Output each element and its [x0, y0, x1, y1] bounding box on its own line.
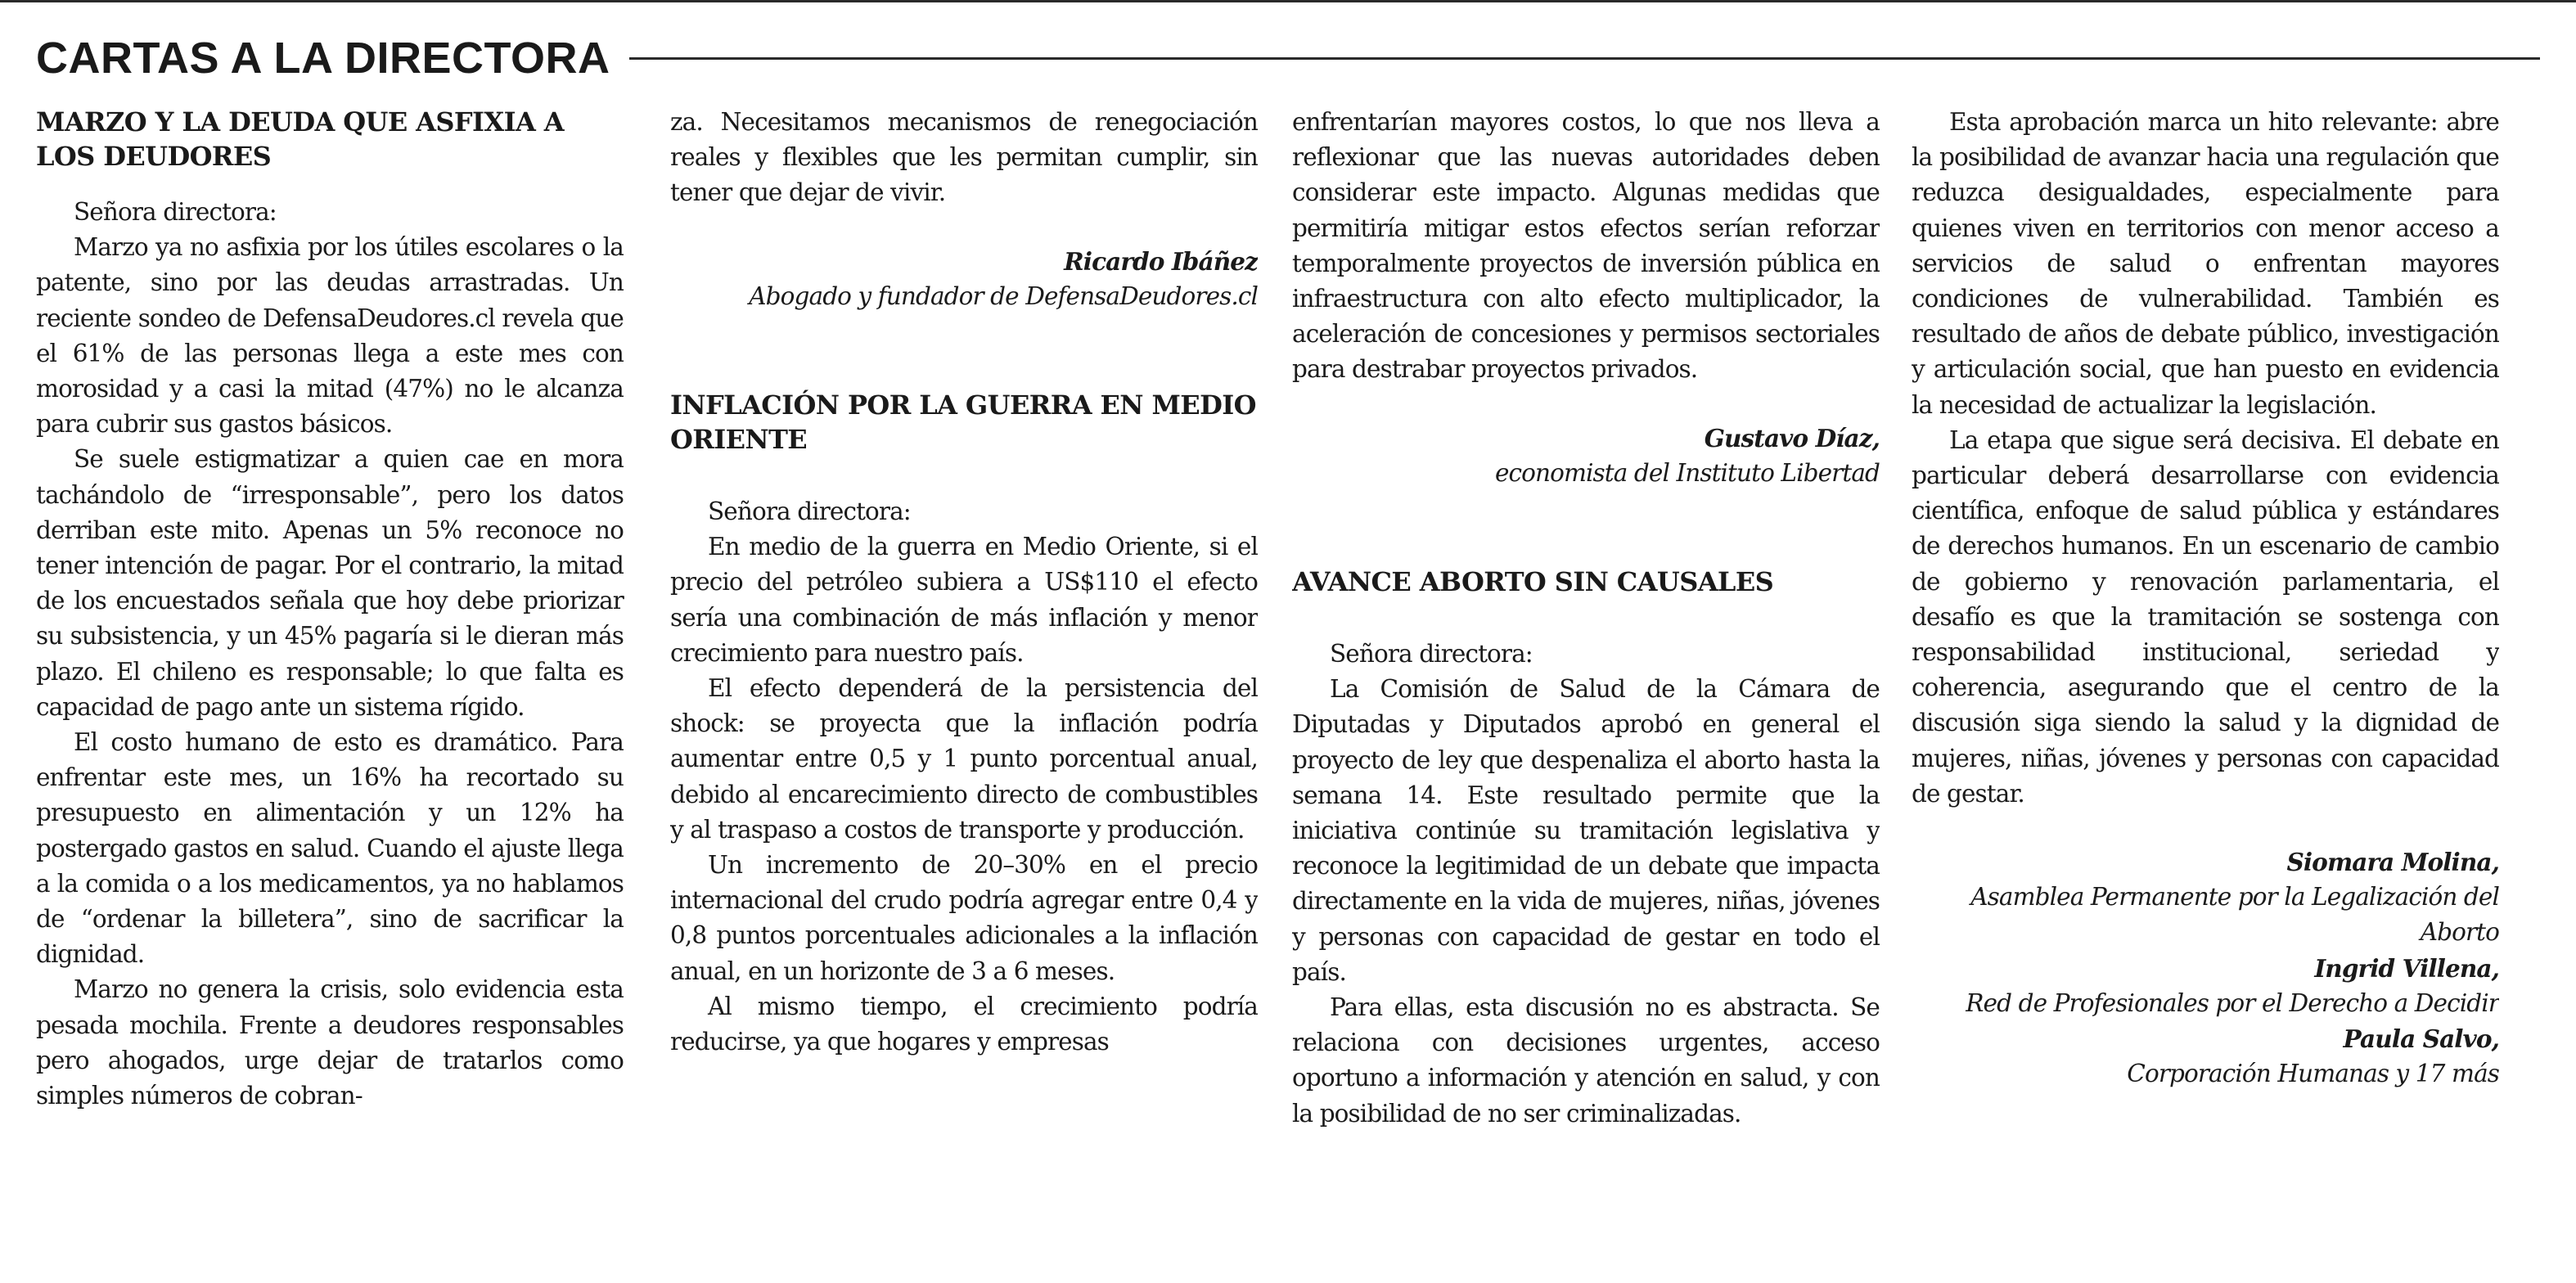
signature-role: economista del Instituto Libertad [1494, 458, 1880, 487]
letter-paragraph: El efecto dependerá de la persistencia del shock: se proyecta que la inflación podría aumentar entre 0,5 y 1 punto porcentual anual, debido al encarecimiento directo de combustibles y al traspaso a costos de transporte y producción. [670, 674, 1258, 844]
letter-signature [1292, 421, 1880, 491]
letter-paragraph: En medio de la guerra en Medio Oriente, si el precio del petróleo subiera a US$110 el efecto sería una combinación de más inflación y menor crecimiento para nuestro país. [670, 533, 1258, 667]
section-title: CARTAS A LA DIRECTORA [36, 34, 610, 83]
letter-paragraph: La Comisión de Salud de la Cámara de Diputadas y Diputados aprobó en general el proyecto de ley que despenaliza el aborto hasta la semana 14. Este resultado permite que la iniciativa continúe su tramitación legislativa y reconoce la legitimidad de un debate que impacta directamente en la vida de mujeres, niñas, jóvenes y personas con capacidad de gestar en todo el país. [1292, 675, 1880, 986]
column-1 [36, 105, 624, 1114]
column-3-content [1292, 105, 1880, 1132]
section-rule [629, 57, 2540, 60]
letter-paragraph-continued: za. Necesitamos mecanismos de renegociación reales y flexibles que les permitan cumplir, sin tener que dejar de vivir. [670, 108, 1258, 207]
signature-role: Asamblea Permanente por la Legalización del Aborto [1970, 883, 2499, 947]
letter-paragraph: Marzo ya no asfixia por los útiles escolares o la patente, sino por las deudas arrastradas. Un reciente sondeo de DefensaDeudores.cl revela que el 61% de las personas llega a este mes con morosidad y a casi la mitad (47%) no le alcanza para cubrir sus gastos básicos. [36, 233, 624, 439]
letter-paragraph: La etapa que sigue será decisiva. El debate en particular deberá desarrollarse con evidencia científica, enfoque de salud pública y estándares de derechos humanos. En un escenario de cambio de gobierno y renovación parlamentaria, el desafío es que la tramitación se sostenga con responsabilidad institucional, seriedad y coherencia, asegurando que el centro de la discusión siga siendo la salud y la dignidad de mujeres, niñas, jóvenes y personas con capacidad de gestar. [1912, 425, 2499, 808]
letter-title: MARZO Y LA DEUDA QUE ASFIXIA A LOS DEUDORES [36, 106, 564, 172]
letter-paragraph: Esta aprobación marca un hito relevante: abre la posibilidad de avanzar hacia una regulación que reduzca desigualdades, especialmente para quienes viven en territorios con menor acceso a servicios de salud o enfrentan mayores condiciones de vulnerabilidad. También es resultado de años de debate público, investigación y articulación social, que han puesto en evidencia la necesidad de actualizar la legislación. [1912, 108, 2499, 419]
letter-paragraph: Se suele estigmatizar a quien cae en mora tachándolo de “irresponsable”, pero los datos derriban este mito. Apenas un 5% reconoce no tener intención de pagar. Por el contrario, la mitad de los encuestados señala que hoy debe priorizar su subsistencia, y un 45% pagaría si le dieran más plazo. El chileno es responsable; lo que falta es capacidad de pago ante un sistema rígido. [36, 445, 624, 721]
letter-title: AVANCE ABORTO SIN CAUSALES [1292, 566, 1774, 598]
section-header [36, 29, 2540, 87]
signature-name: Siomara Molina, [2286, 848, 2499, 877]
signature-role: Abogado y fundador de DefensaDeudores.cl [749, 281, 1258, 310]
signature-name: Paula Salvo, [2343, 1024, 2499, 1054]
letter-salutation: Señora directora: [708, 497, 911, 526]
signature-role: Red de Profesionales por el Derecho a Decidir [1966, 988, 2499, 1017]
signature-name: Gustavo Díaz, [1704, 423, 1880, 452]
letter-paragraph: Al mismo tiempo, el crecimiento podría reducirse, ya que hogares y empresas [670, 992, 1258, 1056]
column-4-viewport [1912, 105, 2499, 1267]
letter-paragraph: Marzo no genera la crisis, solo evidencia esta pesada mochila. Frente a deudores responsables pero ahogados, urge dejar de tratarlos como simples números de cobran- [36, 975, 624, 1110]
letter-deudores [36, 105, 624, 1114]
signature-name: Ingrid Villena, [2314, 953, 2499, 983]
letter-paragraph-continued: enfrentarían mayores costos, lo que nos lleva a reflexionar que las nuevas autoridades deben considerar este impacto. Algunas medidas que permitiría mitigar estos efectos serían reforzar temporalmente proyectos de inversión pública en infraestructura con alto efecto multiplicador, la aceleración de concesiones y permisos sectoriales para destrabar proyectos privados. [1292, 108, 1880, 384]
column-4-content [1912, 105, 2499, 1092]
signature-role: Corporación Humanas y 17 más [2127, 1060, 2499, 1088]
column-3-viewport [1292, 105, 1880, 1267]
letter-paragraph: Para ellas, esta discusión no es abstracta. Se relaciona con decisiones urgentes, acceso oportuno a información y atención en salud, y con la posibilidad de no ser criminalizadas. [1292, 993, 1880, 1128]
letter-paragraph: El costo humano de esto es dramático. Para enfrentar este mes, un 16% ha recortado su presupuesto en alimentación y un 12% ha postergado gastos en salud. Cuando el ajuste llega a la comida o a los medicamentos, ya no hablamos de “ordenar la billetera”, sino de sacrificar la dignidad. [36, 728, 624, 969]
letter-signature [670, 244, 1258, 314]
column-2-viewport [670, 105, 1258, 1267]
top-rule [0, 0, 2576, 2]
letter-paragraph: Un incremento de 20–30% en el precio internacional del crudo podría agregar entre 0,4 y 0,8 puntos porcentuales adicionales a la inflación anual, en un horizonte de 3 a 6 meses. [670, 851, 1258, 985]
column-2-content [670, 105, 1258, 1060]
letter-salutation: Señora directora: [74, 198, 277, 226]
signature-name: Ricardo Ibáñez [1064, 246, 1258, 276]
letter-title: INFLACIÓN POR LA GUERRA EN MEDIO ORIENTE [670, 389, 1256, 456]
letter-signatures [1912, 844, 2499, 1092]
letter-salutation: Señora directora: [1330, 640, 1533, 669]
